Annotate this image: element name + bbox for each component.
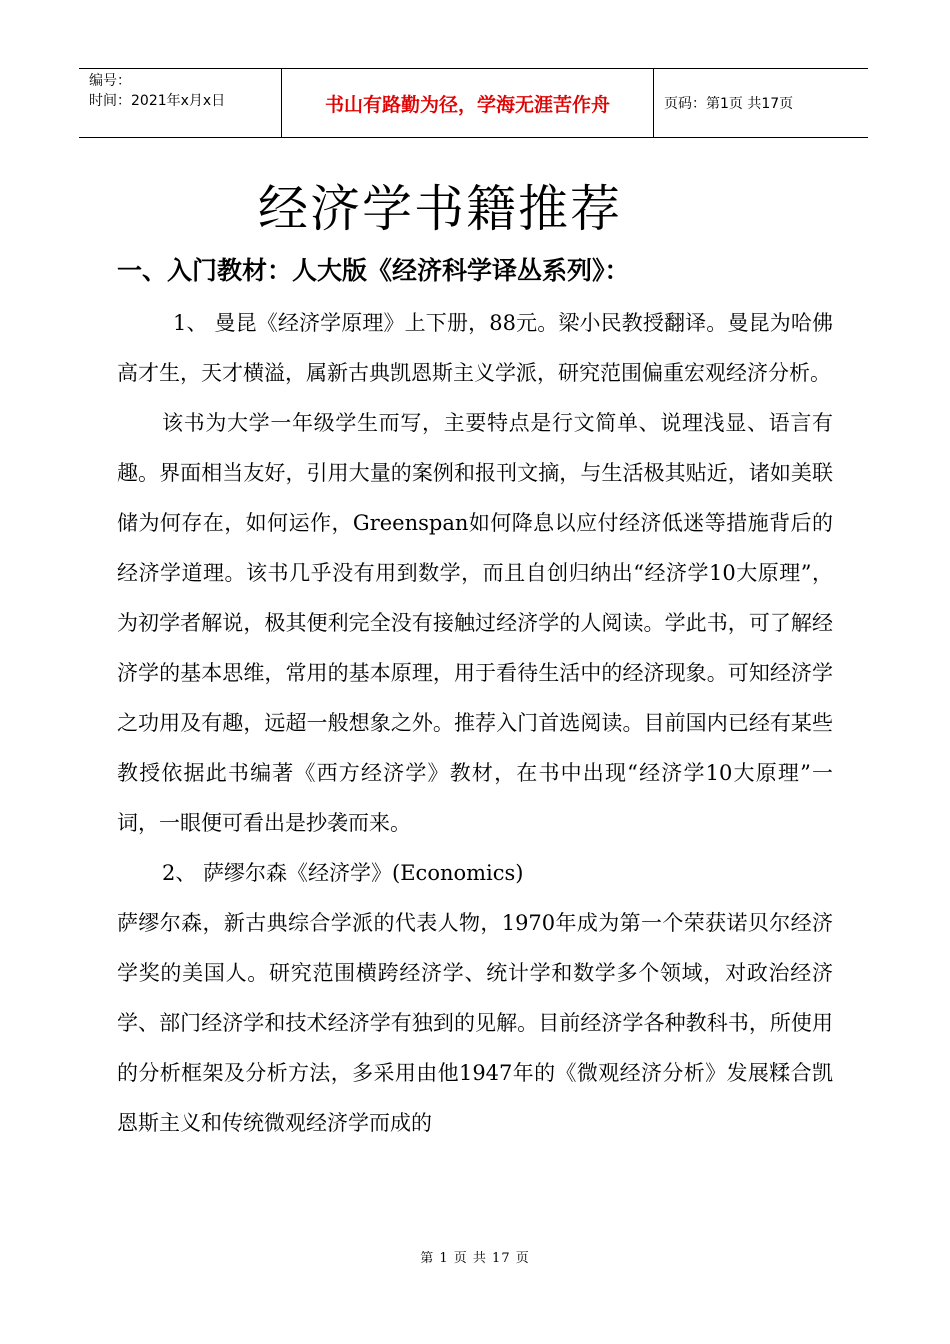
page-footer: 第 1 页 共 17 页 bbox=[420, 1251, 530, 1266]
document-body bbox=[117, 298, 833, 1148]
paragraph-book-2-title: 2、 萨缪尔森《经济学》(Economics) bbox=[162, 861, 524, 885]
paragraph-book-1: 1、 曼昆《经济学原理》上下册，88元。梁小民教授翻译。曼昆为哈佛高才生，天才横溢，属新古典凯恩斯主义学派，研究范围偏重宏观经济分析。 bbox=[117, 311, 833, 385]
paragraph-book-2-review: 萨缪尔森，新古典综合学派的代表人物，1970年成为第一个荣获诺贝尔经济学奖的美国人。研究范围横跨经济学、统计学和数学多个领域，对政治经济学、部门经济学和技术经济学有独到的见解。目前经济学各种教科书，所使用的分析框架及分析方法，多采用由他1947年的《微观经济分析》发展糅合凯恩斯主义和传统微观经济学而成的 bbox=[117, 911, 833, 1135]
paragraph-book-1-review: 该书为大学一年级学生而写，主要特点是行文简单、说理浅显、语言有趣。界面相当友好，引用大量的案例和报刊文摘，与生活极其贴近，诸如美联储为何存在，如何运作，Greenspan如何降息以应付经济低迷等措施背后的经济学道理。该书几乎没有用到数学，而且自创归纳出“经济学10大原理”，为初学者解说，极其便利完全没有接触过经济学的人阅读。学此书，可了解经济学的基本思维，常用的基本原理，用于看待生活中的经济现象。可知经济学之功用及有趣，远超一般想象之外。推荐入门首选阅读。目前国内已经有某些教授依据此书编著《西方经济学》教材，在书中出现“经济学10大原理”一词，一眼便可看出是抄袭而来。 bbox=[117, 411, 833, 835]
header-page-number: 页码：第1页 共17页 bbox=[664, 96, 794, 112]
document-header bbox=[79, 68, 868, 138]
section-heading: 一、入门教材：人大版《经济科学译丛系列》： bbox=[117, 256, 630, 285]
document-title: 经济学书籍推荐 bbox=[258, 180, 622, 238]
header-motto: 书山有路勤为径，学海无涯苦作舟 bbox=[281, 69, 654, 137]
header-meta bbox=[79, 69, 281, 137]
document-time-label: 时间：2021年x月x日 bbox=[89, 93, 226, 109]
document-number-label: 编号： bbox=[89, 73, 131, 89]
